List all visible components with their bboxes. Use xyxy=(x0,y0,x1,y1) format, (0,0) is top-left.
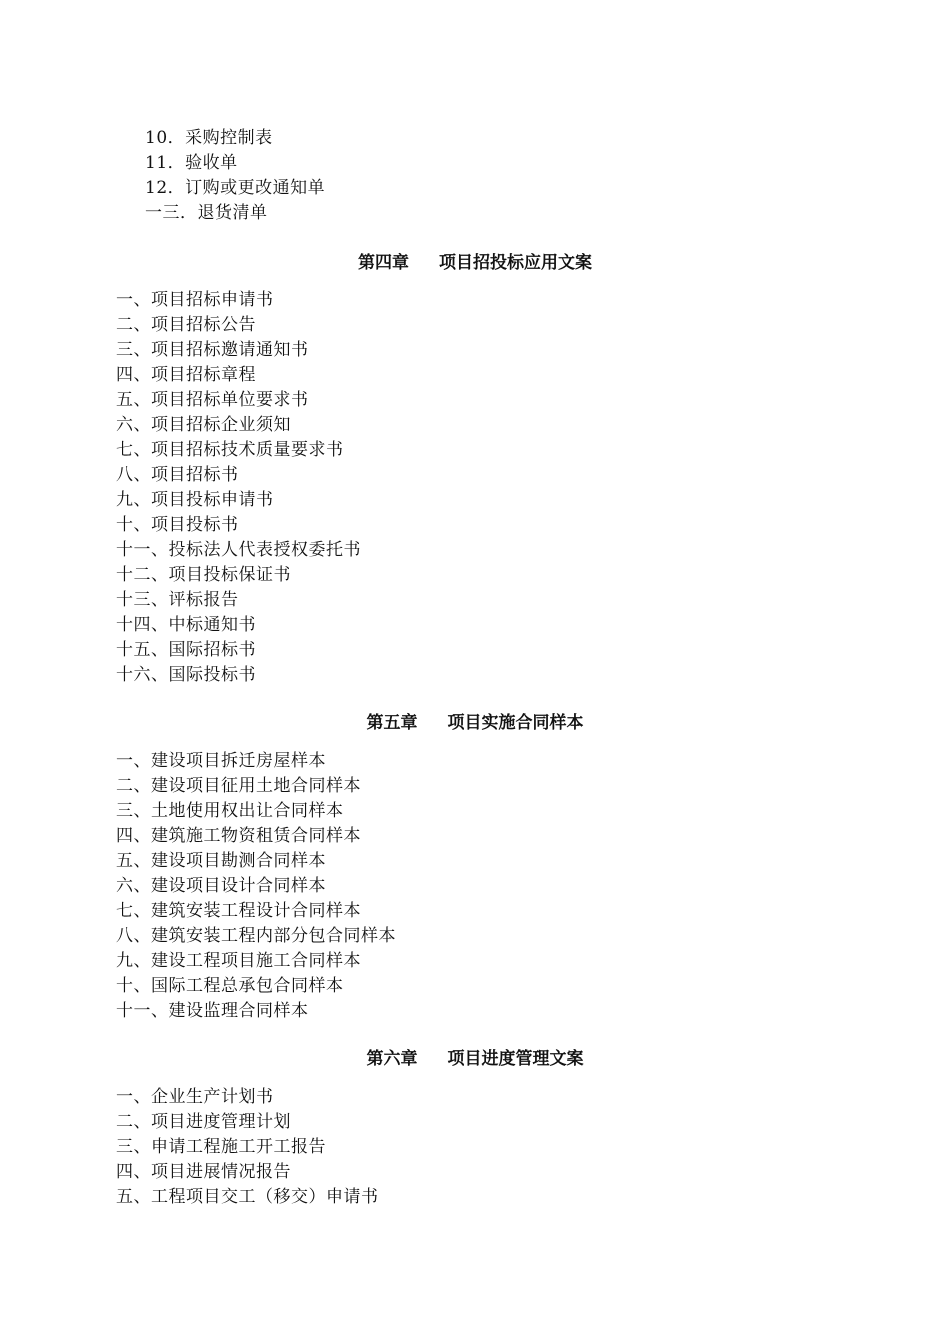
list-item: 九、建设工程项目施工合同样本 xyxy=(116,951,361,971)
list-item: 二、建设项目征用土地合同样本 xyxy=(116,776,361,796)
chapter-title: 项目进度管理文案 xyxy=(447,1049,584,1069)
list-item: 二、项目进度管理计划 xyxy=(116,1112,291,1132)
list-item: 三、项目招标邀请通知书 xyxy=(116,340,309,360)
list-item: 四、建筑施工物资租赁合同样本 xyxy=(116,826,361,846)
list-item: 三、申请工程施工开工报告 xyxy=(116,1137,326,1157)
chapter-number: 第六章 xyxy=(366,1049,418,1069)
chapter-number: 第四章 xyxy=(358,253,409,273)
list-item: 五、建设项目勘测合同样本 xyxy=(116,851,326,871)
chapter-heading xyxy=(0,1047,950,1072)
list-item: 三、土地使用权出让合同样本 xyxy=(116,801,344,821)
list-item: 十六、国际投标书 xyxy=(116,665,256,685)
list-item: 六、项目招标企业须知 xyxy=(116,415,291,435)
list-item: 六、建设项目设计合同样本 xyxy=(116,876,326,896)
list-item: 十五、国际招标书 xyxy=(116,640,256,660)
top-list-item: 12．订购或更改通知单 xyxy=(145,178,326,198)
list-item: 二、项目招标公告 xyxy=(116,315,256,335)
list-item: 八、项目招标书 xyxy=(116,465,239,485)
list-item: 十一、建设监理合同样本 xyxy=(116,1001,309,1021)
list-item: 一、企业生产计划书 xyxy=(116,1087,274,1107)
chapter-heading xyxy=(0,251,950,276)
list-item: 四、项目招标章程 xyxy=(116,365,256,385)
chapter-heading xyxy=(0,711,950,736)
list-item: 五、项目招标单位要求书 xyxy=(116,390,309,410)
list-item: 十二、项目投标保证书 xyxy=(116,565,291,585)
top-list-item: 11．验收单 xyxy=(145,153,238,173)
chapter-title: 项目实施合同样本 xyxy=(447,713,584,733)
top-list-item: 一三．退货清单 xyxy=(145,203,268,223)
list-item: 八、建筑安装工程内部分包合同样本 xyxy=(116,926,396,946)
list-item: 十一、投标法人代表授权委托书 xyxy=(116,540,361,560)
chapter-title: 项目招投标应用文案 xyxy=(439,253,592,273)
list-item: 一、项目招标申请书 xyxy=(116,290,274,310)
chapter-number: 第五章 xyxy=(366,713,418,733)
list-item: 四、项目进展情况报告 xyxy=(116,1162,291,1182)
list-item: 九、项目投标申请书 xyxy=(116,490,274,510)
list-item: 十、项目投标书 xyxy=(116,515,239,535)
list-item: 七、项目招标技术质量要求书 xyxy=(116,440,344,460)
list-item: 五、工程项目交工（移交）申请书 xyxy=(116,1187,379,1207)
top-list-item: 10．采购控制表 xyxy=(145,128,273,148)
list-item: 十、国际工程总承包合同样本 xyxy=(116,976,344,996)
list-item: 一、建设项目拆迁房屋样本 xyxy=(116,751,326,771)
list-item: 十三、评标报告 xyxy=(116,590,239,610)
list-item: 七、建筑安装工程设计合同样本 xyxy=(116,901,361,921)
list-item: 十四、中标通知书 xyxy=(116,615,256,635)
